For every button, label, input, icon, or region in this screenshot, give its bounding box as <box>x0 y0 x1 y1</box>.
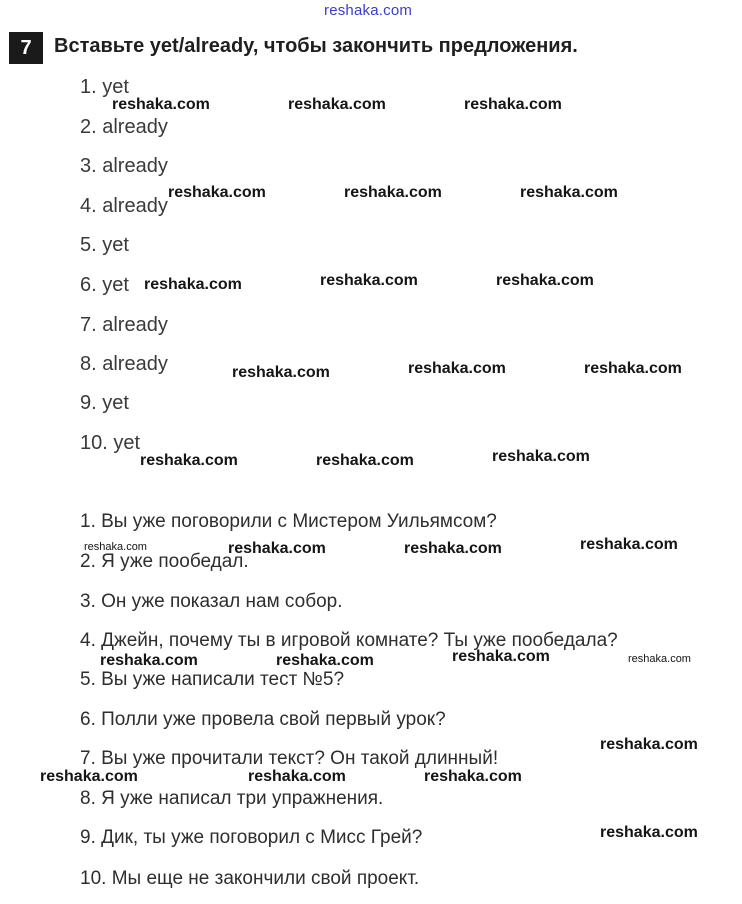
watermark: reshaka.com <box>288 96 386 113</box>
answer-item: 7. already <box>80 314 168 336</box>
watermark: reshaka.com <box>424 768 522 785</box>
answer-item: 8. already <box>80 353 168 375</box>
answer-item: 5. yet <box>80 234 129 256</box>
watermark: reshaka.com <box>496 272 594 289</box>
translation-item: 10. Мы еще не закончили свой проект. <box>80 868 420 889</box>
watermark: reshaka.com <box>584 360 682 377</box>
watermark: reshaka.com <box>320 272 418 289</box>
watermark: reshaka.com <box>40 768 138 785</box>
translation-item: 8. Я уже написал три упражнения. <box>80 788 384 809</box>
watermark: reshaka.com <box>580 536 678 553</box>
site-link[interactable]: reshaka.com <box>324 2 413 19</box>
watermark: reshaka.com <box>112 96 210 113</box>
translation-item: 1. Вы уже поговорили с Мистером Уильямсом? <box>80 511 497 532</box>
watermark: reshaka.com <box>408 360 506 377</box>
watermark: reshaka.com <box>84 541 147 553</box>
translation-item: 7. Вы уже прочитали текст? Он такой длинный! <box>80 748 499 769</box>
watermark: reshaka.com <box>316 452 414 469</box>
watermark: reshaka.com <box>144 276 242 293</box>
translation-item: 9. Дик, ты уже поговорил с Мисс Грей? <box>80 827 423 848</box>
watermark: reshaka.com <box>452 648 550 665</box>
watermark: reshaka.com <box>628 653 691 665</box>
answer-item: 6. yet <box>80 274 129 296</box>
watermark: reshaka.com <box>492 448 590 465</box>
watermark: reshaka.com <box>404 540 502 557</box>
translation-item: 3. Он уже показал нам собор. <box>80 591 343 612</box>
task-number-badge: 7 <box>9 32 43 64</box>
watermark: reshaka.com <box>600 824 698 841</box>
watermark: reshaka.com <box>228 540 326 557</box>
task-title: Вставьте yet/already, чтобы закончить предложения. <box>54 35 578 57</box>
watermark: reshaka.com <box>140 452 238 469</box>
watermark: reshaka.com <box>344 184 442 201</box>
watermark: reshaka.com <box>276 652 374 669</box>
translation-item: 5. Вы уже написали тест №5? <box>80 669 345 690</box>
watermark: reshaka.com <box>600 736 698 753</box>
answer-item: 2. already <box>80 116 168 138</box>
translation-item: 4. Джейн, почему ты в игровой комнате? Ты уже пообедала? <box>80 630 618 651</box>
answer-item: 4. already <box>80 195 168 217</box>
watermark: reshaka.com <box>232 364 330 381</box>
answer-item: 3. already <box>80 155 168 177</box>
translation-item: 6. Полли уже провела свой первый урок? <box>80 709 446 730</box>
answer-item: 9. yet <box>80 392 129 414</box>
watermark: reshaka.com <box>248 768 346 785</box>
watermark: reshaka.com <box>100 652 198 669</box>
answer-item: 10. yet <box>80 432 141 454</box>
answer-item: 1. yet <box>80 76 129 98</box>
watermark: reshaka.com <box>520 184 618 201</box>
watermark: reshaka.com <box>464 96 562 113</box>
watermark: reshaka.com <box>168 184 266 201</box>
translation-item: 2. Я уже пообедал. <box>80 551 249 572</box>
